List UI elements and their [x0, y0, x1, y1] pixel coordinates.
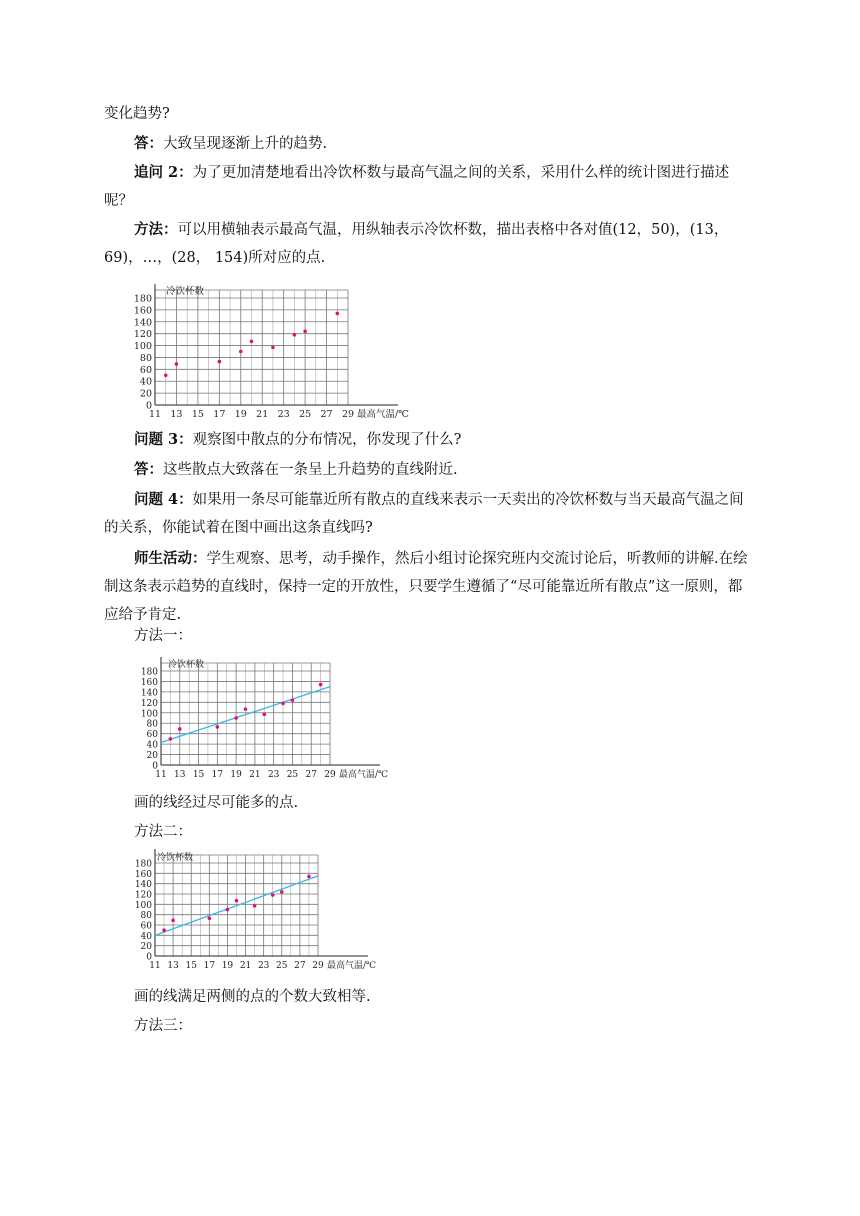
scatter-point — [303, 329, 307, 333]
x-tick-label: 17 — [203, 961, 216, 971]
scatter-point — [162, 928, 166, 932]
y-tick-label: 60 — [139, 364, 152, 376]
text-m1: 方法一： — [134, 628, 192, 644]
label-question-4: 问题 4： — [134, 491, 193, 508]
x-tick-label: 11 — [155, 770, 167, 780]
y-tick-label: 180 — [134, 859, 152, 870]
label-question-3: 问题 3： — [134, 431, 193, 448]
y-tick-label: 60 — [140, 921, 152, 932]
y-axis-label: 冷饮杯数 — [157, 853, 194, 863]
text-m2-note: 画的线满足两侧的点的个数大致相等. — [134, 989, 371, 1005]
y-tick-label: 40 — [140, 931, 152, 942]
scatter-point — [319, 683, 323, 687]
label-activity: 师生活动： — [134, 550, 207, 567]
text-answer: 大致呈现逐渐上升的趋势. — [163, 136, 328, 152]
label-followup-2: 追问 2： — [134, 164, 193, 181]
text-p1: 变化趋势? — [104, 106, 170, 122]
y-tick-label: 120 — [134, 890, 152, 901]
x-tick-label: 19 — [230, 770, 242, 780]
x-tick-label: 13 — [174, 770, 186, 780]
scatter-point — [169, 737, 173, 741]
x-tick-label: 15 — [185, 961, 197, 971]
label-method: 方法： — [134, 221, 178, 238]
x-tick-label: 13 — [167, 961, 179, 971]
label-answer: 答： — [134, 135, 163, 152]
label-answer-3: 答： — [134, 461, 163, 478]
scatter-point — [253, 904, 257, 908]
x-tick-label: 21 — [256, 409, 269, 420]
scatter-point — [175, 362, 179, 366]
y-tick-label: 180 — [140, 667, 158, 678]
x-axis-label: 最高气温/℃ — [357, 409, 409, 420]
x-tick-label: 21 — [239, 961, 252, 971]
y-tick-label: 140 — [134, 880, 152, 891]
y-tick-label: 60 — [146, 730, 158, 741]
x-tick-label: 27 — [320, 409, 333, 420]
scatter-point — [164, 373, 168, 377]
x-axis-label: 最高气温/℃ — [339, 770, 389, 780]
y-tick-label: 140 — [140, 688, 158, 699]
scatter-point — [208, 916, 212, 920]
y-tick-label: 0 — [146, 952, 152, 963]
scatter-point — [250, 340, 254, 344]
x-tick-label: 25 — [276, 961, 288, 971]
x-tick-label: 15 — [192, 770, 205, 780]
y-axis-label: 冷饮杯数 — [168, 660, 205, 670]
scatter-point — [307, 875, 311, 879]
x-tick-label: 25 — [299, 409, 312, 420]
scatter-point — [262, 713, 266, 717]
scatter-point — [335, 312, 339, 316]
y-tick-label: 80 — [146, 719, 158, 730]
scatter-point — [293, 333, 297, 337]
text-answer-3: 这些散点大致落在一条呈上升趋势的直线附近. — [163, 462, 458, 478]
y-tick-label: 80 — [140, 911, 152, 922]
scatter-point — [280, 890, 284, 894]
scatter-point — [271, 346, 275, 350]
y-tick-label: 160 — [133, 305, 152, 317]
x-tick-label: 17 — [211, 770, 224, 780]
x-tick-label: 15 — [191, 409, 204, 420]
y-tick-label: 120 — [133, 329, 152, 341]
y-tick-label: 20 — [140, 942, 152, 953]
scatter-point — [226, 908, 230, 912]
y-tick-label: 160 — [140, 677, 158, 688]
y-tick-label: 100 — [134, 900, 152, 911]
text-m2: 方法二： — [134, 824, 192, 840]
y-tick-label: 100 — [140, 709, 158, 720]
text-question-4: 如果用一条尽可能靠近所有散点的直线来表示一天卖出的冷饮杯数与当天最高气温之间的关系，你能试着在图中画出这条直线吗? — [104, 492, 744, 536]
x-tick-label: 29 — [324, 770, 336, 780]
scatter-point — [234, 716, 238, 720]
x-tick-label: 19 — [221, 961, 234, 971]
scatter-point — [291, 698, 295, 702]
y-tick-label: 0 — [145, 400, 152, 412]
y-tick-label: 40 — [146, 740, 158, 751]
y-tick-label: 120 — [140, 698, 158, 709]
x-tick-label: 27 — [294, 961, 306, 971]
y-tick-label: 100 — [133, 341, 152, 353]
text-m1-note: 画的线经过尽可能多的点. — [134, 795, 299, 811]
x-tick-label: 19 — [234, 409, 247, 420]
x-tick-label: 25 — [286, 770, 299, 780]
scatter-point — [171, 919, 175, 923]
x-tick-label: 13 — [170, 409, 183, 420]
x-tick-label: 29 — [341, 409, 355, 420]
text-method: 可以用横轴表示最高气温，用纵轴表示冷饮杯数，描出表格中各对值(12，50)，(13，69)，…，(28， 154)所对应的点. — [104, 222, 729, 266]
x-tick-label: 23 — [277, 409, 290, 420]
x-tick-label: 29 — [312, 961, 324, 971]
x-tick-label: 11 — [148, 409, 162, 420]
scatter-point — [244, 707, 248, 711]
x-tick-label: 11 — [149, 961, 161, 971]
y-axis-label: 冷饮杯数 — [166, 286, 205, 297]
y-tick-label: 140 — [133, 317, 152, 329]
scatter-point — [239, 350, 243, 354]
scatter-point — [281, 702, 285, 706]
x-tick-label: 17 — [213, 409, 226, 420]
y-tick-label: 0 — [152, 761, 158, 772]
y-tick-label: 20 — [146, 751, 158, 762]
y-tick-label: 20 — [139, 388, 152, 400]
scatter-point — [235, 899, 239, 903]
x-axis-label: 最高气温/℃ — [327, 961, 377, 971]
scatter-point — [218, 360, 222, 364]
y-tick-label: 160 — [134, 869, 152, 880]
x-tick-label: 21 — [249, 770, 261, 780]
scatter-point — [271, 893, 275, 897]
y-tick-label: 180 — [133, 293, 152, 305]
text-question-3: 观察图中散点的分布情况，你发现了什么? — [192, 432, 462, 448]
x-tick-label: 23 — [257, 961, 270, 971]
text-m3: 方法三： — [134, 1018, 192, 1034]
x-tick-label: 27 — [305, 770, 317, 780]
scatter-point — [178, 727, 182, 731]
y-tick-label: 40 — [139, 376, 152, 388]
y-tick-label: 80 — [139, 352, 152, 364]
text-followup-2: 为了更加清楚地看出冷饮杯数与最高气温之间的关系，采用什么样的统计图进行描述呢？ — [104, 165, 730, 209]
scatter-point — [216, 725, 220, 729]
x-tick-label: 23 — [267, 770, 280, 780]
text-activity: 学生观察、思考，动手操作，然后小组讨论探究班内交流讨论后，听教师的讲解.在绘制这条表示趋势的直线时，保持一定的开放性，只要学生遵循了“尽可能靠近所有散点”这一原则，都应给予肯定. — [104, 551, 748, 623]
